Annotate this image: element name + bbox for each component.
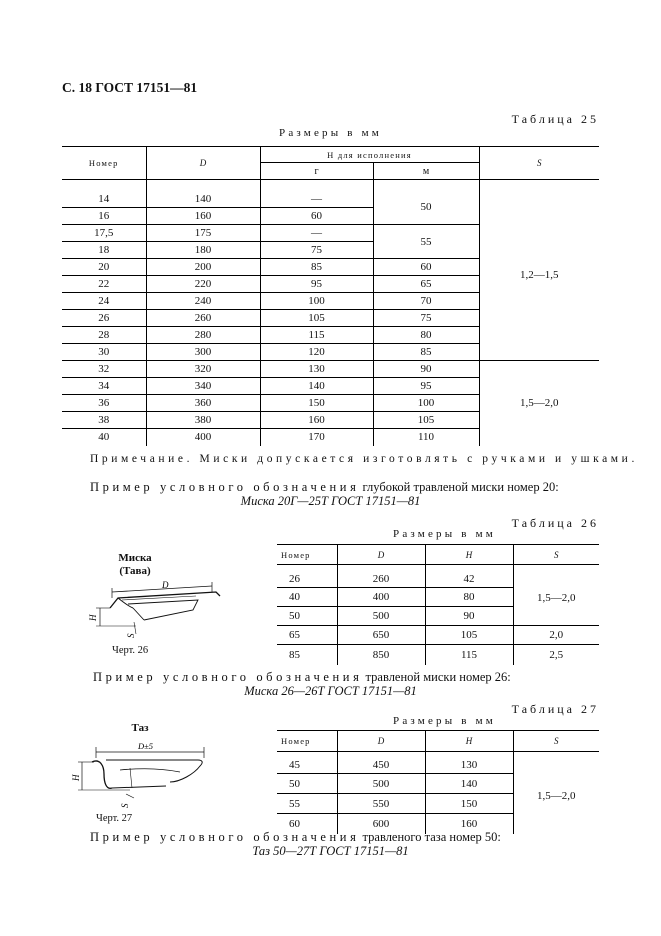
t25-cell-d: 400 bbox=[146, 429, 260, 446]
t25-cell-d: 200 bbox=[146, 259, 260, 276]
figure-27-title: Таз bbox=[131, 722, 149, 734]
table-25-label: Таблица 25 bbox=[511, 112, 599, 126]
example-1-lead: Пример условного обозначения bbox=[90, 480, 360, 494]
t25-cell-m: 90 bbox=[373, 361, 479, 378]
t25-cell-g: 75 bbox=[260, 242, 373, 259]
t26-cell-h: 42 bbox=[425, 571, 513, 588]
figure-26-dim-d: D bbox=[162, 580, 169, 590]
t25-cell-d: 380 bbox=[146, 412, 260, 429]
t25-cell-d: 175 bbox=[146, 225, 260, 242]
t25-cell-nomer: 38 bbox=[62, 412, 146, 429]
t25-cell-nomer: 30 bbox=[62, 344, 146, 361]
figure-27-caption: Черт. 27 bbox=[96, 813, 133, 824]
t26-cell-nomer: 50 bbox=[277, 607, 337, 626]
t25-cell-d: 300 bbox=[146, 344, 260, 361]
t25-cell-g: 115 bbox=[260, 327, 373, 344]
note-text: Примечание. Миски допускается изготовлять с ручками и ушками. bbox=[90, 453, 638, 465]
t27-cell-h: 140 bbox=[425, 774, 513, 794]
figure-26-dim-h: H bbox=[88, 614, 98, 621]
t27-cell-d: 600 bbox=[337, 814, 425, 834]
t25-cell-m: 75 bbox=[373, 310, 479, 327]
t27-cell-d: 550 bbox=[337, 794, 425, 814]
t25-cell-g: 140 bbox=[260, 378, 373, 395]
example-2 bbox=[93, 670, 511, 685]
table-25-note bbox=[90, 453, 638, 465]
t25-cell-g: 100 bbox=[260, 293, 373, 310]
table-26 bbox=[277, 544, 599, 665]
figure-26-dim-s: S bbox=[126, 633, 136, 638]
example-2-designation: Миска 26—26Т ГОСТ 17151—81 bbox=[244, 684, 417, 698]
t25-cell-m: 95 bbox=[373, 378, 479, 395]
example-1 bbox=[90, 480, 559, 495]
t27-cell-nomer: 60 bbox=[289, 817, 300, 830]
t25-cell-g: 160 bbox=[260, 412, 373, 429]
t25-header-nomer: Номер bbox=[62, 147, 146, 180]
t26-cell-h: 105 bbox=[425, 626, 513, 645]
t27-cell-d: 450 bbox=[337, 758, 425, 774]
t26-header-nomer: Номер bbox=[277, 545, 337, 565]
t26-header-h: H bbox=[425, 545, 513, 565]
t25-header-d: D bbox=[146, 147, 260, 180]
t27-cell-nomer: 55 bbox=[277, 794, 337, 814]
t26-cell-nomer: 85 bbox=[289, 648, 300, 661]
t25-header-g: г bbox=[260, 163, 373, 180]
table-25 bbox=[62, 146, 599, 446]
t27-header-h: H bbox=[425, 731, 513, 752]
t25-cell-m: 65 bbox=[373, 276, 479, 293]
t25-cell-g: 95 bbox=[260, 276, 373, 293]
t25-cell-d: 240 bbox=[146, 293, 260, 310]
t25-cell-nomer: 36 bbox=[62, 395, 146, 412]
figure-26-title bbox=[105, 552, 165, 578]
t25-cell-g: 130 bbox=[260, 361, 373, 378]
t25-cell-nomer: 34 bbox=[62, 378, 146, 395]
t25-header-m: м bbox=[373, 163, 479, 180]
figure-26-drawing bbox=[88, 578, 228, 640]
t27-header-s: S bbox=[513, 731, 599, 752]
t27-header-d: D bbox=[337, 731, 425, 752]
table-26-label: Таблица 26 bbox=[511, 516, 599, 530]
t25-cell-nomer: 22 bbox=[62, 276, 146, 293]
t25-cell-g: 170 bbox=[308, 431, 325, 444]
t27-header-nomer: Номер bbox=[277, 731, 337, 752]
t27-cell-s: 1,5—2,0 bbox=[537, 789, 576, 802]
t26-cell-h: 115 bbox=[425, 645, 513, 665]
t25-cell-m: 50 bbox=[373, 191, 479, 225]
example-3-lead: Пример условного обозначения bbox=[90, 830, 360, 844]
t25-cell-d: 260 bbox=[146, 310, 260, 327]
example-1-designation: Миска 20Г—25Т ГОСТ 17151—81 bbox=[240, 494, 421, 508]
t25-cell-g: 105 bbox=[260, 310, 373, 327]
t25-cell-d: 360 bbox=[146, 395, 260, 412]
t26-cell-d: 850 bbox=[337, 645, 425, 665]
t26-cell-h: 90 bbox=[425, 607, 513, 626]
example-2-text: травленой миски номер 26: bbox=[362, 670, 511, 684]
t26-cell-nomer: 26 bbox=[277, 571, 337, 588]
example-3 bbox=[90, 830, 501, 845]
t25-cell-g: 60 bbox=[260, 208, 373, 225]
t27-cell-nomer: 50 bbox=[277, 774, 337, 794]
t25-cell-nomer: 14 bbox=[62, 191, 146, 208]
t25-cell-d: 220 bbox=[146, 276, 260, 293]
t26-cell-nomer: 40 bbox=[277, 588, 337, 607]
table-26-caption: Размеры в мм bbox=[393, 528, 496, 540]
t25-cell-g: — bbox=[260, 191, 373, 208]
figure-26-title-line2: (Тава) bbox=[119, 565, 151, 577]
example-3-designation: Таз 50—27Т ГОСТ 17151—81 bbox=[252, 844, 409, 858]
t25-cell-nomer: 26 bbox=[62, 310, 146, 327]
t27-cell-h: 160 bbox=[425, 814, 513, 834]
t25-cell-nomer: 28 bbox=[62, 327, 146, 344]
t25-cell-g: 150 bbox=[260, 395, 373, 412]
t26-header-s: S bbox=[513, 545, 599, 565]
t25-cell-d: 320 bbox=[146, 361, 260, 378]
t25-cell-g: — bbox=[260, 225, 373, 242]
t27-cell-h: 150 bbox=[425, 794, 513, 814]
t25-cell-d: 280 bbox=[146, 327, 260, 344]
figure-27-dim-h: H bbox=[71, 774, 81, 781]
t25-cell-m: 60 bbox=[373, 259, 479, 276]
t25-cell-nomer: 16 bbox=[62, 208, 146, 225]
t25-cell-nomer: 17,5 bbox=[62, 225, 146, 242]
t25-cell-s: 1,2—1,5 bbox=[479, 191, 599, 361]
example-3-text: травленого таза номер 50: bbox=[359, 830, 501, 844]
figure-26-title-line1: Миска bbox=[118, 552, 152, 564]
t25-cell-d: 180 bbox=[146, 242, 260, 259]
t25-cell-m: 110 bbox=[373, 429, 479, 446]
t25-cell-m: 55 bbox=[373, 225, 479, 259]
t25-cell-g: 120 bbox=[260, 344, 373, 361]
t25-cell-m: 80 bbox=[373, 327, 479, 344]
t26-cell-s: 2,0 bbox=[513, 626, 599, 645]
t25-cell-m: 105 bbox=[373, 412, 479, 429]
t25-cell-d: 340 bbox=[146, 378, 260, 395]
t26-header-d: D bbox=[337, 545, 425, 565]
t25-cell-s: 1,5—2,0 bbox=[520, 397, 559, 410]
table-27-label: Таблица 27 bbox=[511, 702, 599, 716]
t25-cell-d: 160 bbox=[146, 208, 260, 225]
table-25-caption: Размеры в мм bbox=[279, 127, 382, 139]
example-1-text: глубокой травленой миски номер 20: bbox=[359, 480, 559, 494]
page-header: С. 18 ГОСТ 17151—81 bbox=[62, 80, 198, 95]
t26-cell-d: 400 bbox=[337, 588, 425, 607]
t26-cell-d: 650 bbox=[337, 626, 425, 645]
t25-cell-m: 100 bbox=[373, 395, 479, 412]
example-2-lead: Пример условного обозначения bbox=[93, 670, 363, 684]
t27-cell-d: 500 bbox=[337, 774, 425, 794]
t26-cell-h: 80 bbox=[425, 588, 513, 607]
t25-cell-nomer: 24 bbox=[62, 293, 146, 310]
t25-cell-nomer: 20 bbox=[62, 259, 146, 276]
t26-cell-s: 1,5—2,0 bbox=[513, 571, 599, 626]
t25-cell-nomer: 32 bbox=[62, 361, 146, 378]
t25-cell-m: 85 bbox=[373, 344, 479, 361]
t25-header-h: H для исполнения bbox=[260, 147, 479, 163]
figure-27-drawing bbox=[70, 738, 220, 814]
t26-cell-d: 500 bbox=[337, 607, 425, 626]
table-27 bbox=[277, 730, 599, 834]
t25-header-s: S bbox=[479, 147, 599, 180]
t25-cell-g: 85 bbox=[260, 259, 373, 276]
t27-cell-nomer: 45 bbox=[277, 758, 337, 774]
figure-27-dim-d: D±5 bbox=[138, 741, 154, 751]
t26-cell-d: 260 bbox=[337, 571, 425, 588]
t25-cell-m: 70 bbox=[373, 293, 479, 310]
table-27-caption: Размеры в мм bbox=[393, 715, 496, 727]
t27-cell-h: 130 bbox=[425, 758, 513, 774]
figure-26-caption: Черт. 26 bbox=[112, 645, 149, 656]
t26-cell-s: 2,5 bbox=[513, 645, 599, 665]
t25-cell-nomer: 40 bbox=[98, 431, 110, 444]
t26-cell-nomer: 65 bbox=[277, 626, 337, 645]
figure-27-dim-s: S bbox=[120, 803, 130, 808]
t25-cell-d: 140 bbox=[146, 191, 260, 208]
t25-cell-nomer: 18 bbox=[62, 242, 146, 259]
